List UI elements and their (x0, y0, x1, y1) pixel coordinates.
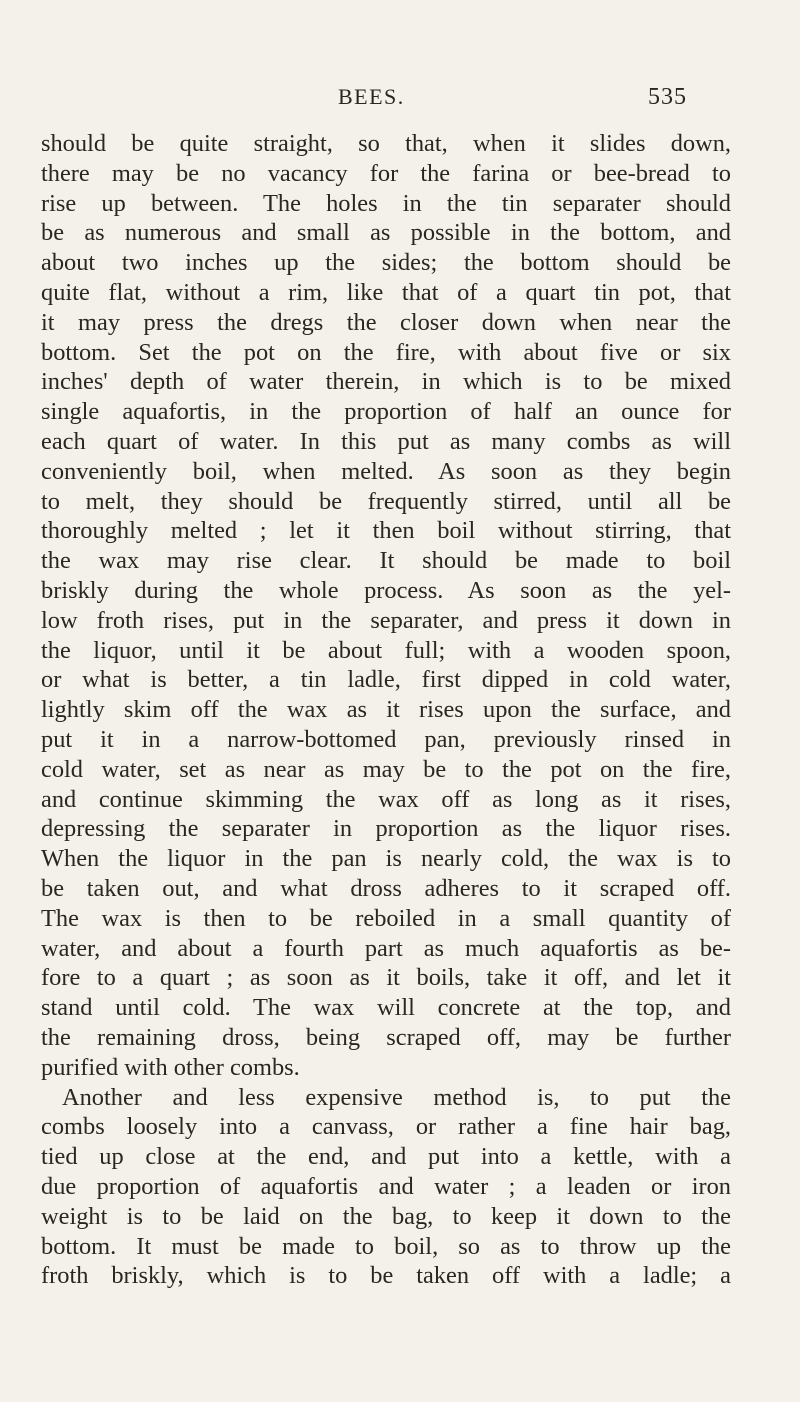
text-line: water, and about a fourth part as much aquafortis as be- (41, 934, 731, 962)
text-line: should be quite straight, so that, when it slides down, (41, 130, 731, 157)
text-line: depressing the separater in proportion as the liquor rises. (41, 815, 731, 843)
text-line: thoroughly melted ; let it then boil without stirring, that (41, 517, 731, 545)
text-line: purified with other combs. (41, 1053, 300, 1081)
text-line: be as numerous and small as possible in the bottom, and (41, 219, 731, 247)
text-line: each quart of water. In this put as many combs as will (41, 428, 731, 455)
text-line: bottom. Set the pot on the fire, with about five or six (41, 338, 731, 366)
text-line: quite flat, without a rim, like that of a quart tin pot, that (41, 279, 731, 306)
text-line: it may press the dregs the closer down when near the (41, 308, 731, 336)
text-line: combs loosely into a canvass, or rather a fine hair bag, (41, 1113, 731, 1141)
text-line: bottom. It must be made to boil, so as to throw up the (41, 1232, 731, 1260)
text-line: about two inches up the sides; the bottom should be (41, 249, 731, 277)
text-line: the wax may rise clear. It should be made to boil (41, 547, 731, 575)
text-line: the remaining dross, being scraped off, may be further (41, 1024, 731, 1051)
text-line: due proportion of aquafortis and water ; a leaden or iron (41, 1173, 731, 1200)
text-line: When the liquor in the pan is nearly cold, the wax is to (41, 845, 731, 873)
text-line: weight is to be laid on the bag, to keep it down to the (41, 1202, 731, 1230)
text-line: single aquafortis, in the proportion of half an ounce for (41, 398, 731, 426)
text-line: rise up between. The holes in the tin separater should (41, 189, 731, 217)
running-title: BEES. (338, 84, 405, 109)
text-line: inches' depth of water therein, in which is to be mixed (41, 368, 731, 396)
text-line: Another and less expensive method is, to put the (62, 1083, 731, 1111)
text-line: low froth rises, put in the separater, and press it down in (41, 606, 731, 634)
running-head (0, 84, 800, 114)
text-line: the liquor, until it be about full; with a wooden spoon, (41, 636, 731, 664)
text-line: stand until cold. The wax will concrete at the top, and (41, 994, 731, 1022)
text-line: briskly during the whole process. As soon as the yel- (41, 577, 731, 604)
text-line: there may be no vacancy for the farina or bee-bread to (41, 159, 731, 187)
text-line: conveniently boil, when melted. As soon as they begin (41, 457, 731, 485)
text-line: froth briskly, which is to be taken off with a ladle; a (41, 1262, 731, 1290)
text-line: The wax is then to be reboiled in a small quantity of (41, 904, 731, 932)
text-line: be taken out, and what dross adheres to it scraped off. (41, 875, 731, 902)
text-line: fore to a quart ; as soon as it boils, take it off, and let it (41, 964, 731, 992)
text-line: tied up close at the end, and put into a kettle, with a (41, 1143, 731, 1171)
text-line: or what is better, a tin ladle, first dipped in cold water, (41, 666, 731, 694)
text-line: cold water, set as near as may be to the pot on the fire, (41, 755, 731, 783)
text-line: and continue skimming the wax off as long as it rises, (41, 785, 731, 813)
text-line: put it in a narrow-bottomed pan, previously rinsed in (41, 726, 731, 753)
text-line: lightly skim off the wax as it rises upon the surface, and (41, 696, 731, 724)
text-line: to melt, they should be frequently stirred, until all be (41, 487, 731, 515)
page-number: 535 (648, 84, 687, 110)
